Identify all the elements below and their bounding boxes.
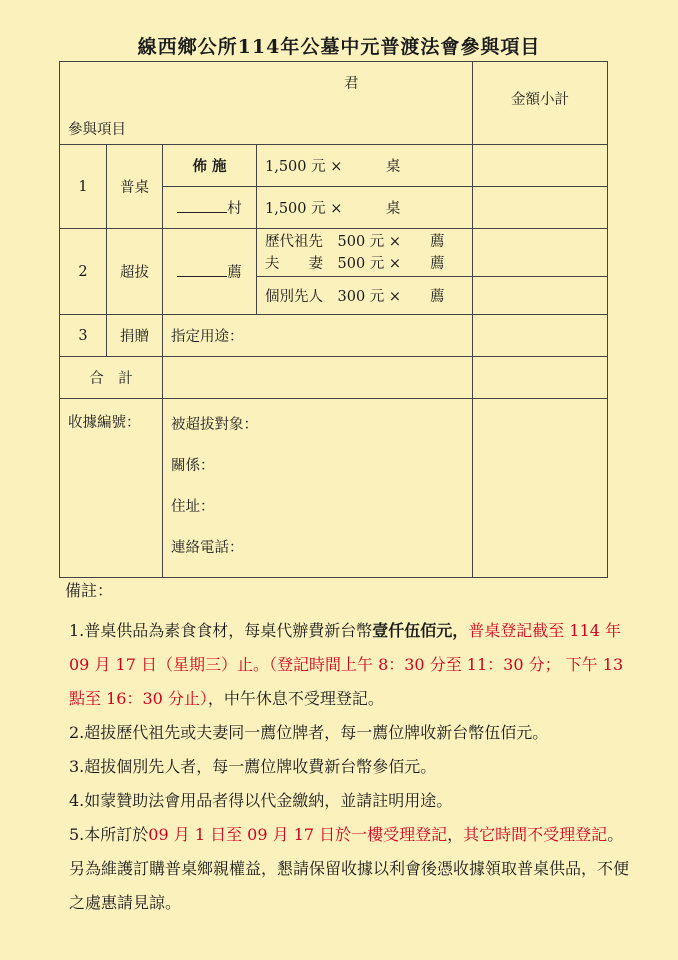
row1-sub1-amount[interactable]	[473, 145, 608, 187]
row1-sub2-amount[interactable]	[473, 187, 608, 229]
note-5a: 5.本所訂於	[69, 825, 149, 844]
relation-label: 關係：	[171, 458, 215, 474]
row3-name: 捐贈	[107, 315, 163, 357]
note-1a: 1.普桌供品為素食食材，每桌代辦費新台幣	[69, 621, 373, 640]
registration-table	[59, 61, 608, 578]
row2-amount-1[interactable]	[473, 229, 608, 277]
row3-number: 3	[60, 315, 107, 357]
village-blank[interactable]	[177, 198, 227, 213]
unit-blank[interactable]	[177, 262, 227, 277]
row1-sub2-price: 1,500 元 × 桌	[257, 187, 473, 229]
amount-header: 金額小計	[473, 62, 608, 145]
row2-number: 2	[60, 229, 107, 315]
address-label: 住址：	[171, 499, 215, 515]
row2-unit-cell[interactable]	[163, 229, 257, 315]
total-label: 合 計	[60, 357, 163, 399]
village-suffix: 村	[227, 201, 242, 217]
name-suffix: 君	[344, 76, 359, 92]
beneficiary-info[interactable]	[163, 399, 473, 578]
items-label: 參與項目	[68, 122, 126, 138]
row2-line2: 夫 妻 500 元 × 薦	[265, 255, 445, 272]
beneficiary-label: 被超拔對象：	[171, 417, 258, 433]
total-blank	[163, 357, 473, 399]
row1-number: 1	[60, 145, 107, 229]
info-blank	[473, 399, 608, 578]
row2-amount-2[interactable]	[473, 277, 608, 315]
note-1e: ，中午休息不受理登記。	[207, 689, 384, 708]
note-1d: （登記時間上午 8：30 分至 11：30 分； 下午 13 點至 16：30 分止）	[69, 655, 624, 708]
row1-village-cell[interactable]	[163, 187, 257, 229]
header-cell	[60, 62, 473, 145]
row2-name: 超拔	[107, 229, 163, 315]
note-1b: 壹仟伍佰元，	[372, 621, 469, 640]
row3-amount[interactable]	[473, 315, 608, 357]
row2-ancestors-spouse	[257, 229, 473, 277]
note-1c: 普桌登記截至 114 年 09 月 17 日（星期三）止。	[69, 621, 622, 674]
notes-heading: 備註：	[65, 581, 114, 600]
row1-sub1: 佈 施	[163, 145, 257, 187]
row2-line3: 個別先人 300 元 × 薦	[257, 277, 473, 315]
note-2: 2.超拔歷代祖先或夫妻同一薦位牌者，每一薦位牌收新台幣伍佰元。	[69, 723, 549, 742]
note-5d: 其它時間不受理登記	[463, 825, 608, 844]
page-title: 線西鄉公所114年公墓中元普渡法會參與項目	[137, 36, 541, 58]
note-5e: 。另為維護訂購普桌鄉親權益，懇請保留收據以利會後憑收據領取普桌供品，不便之處惠請見諒。	[69, 825, 630, 912]
note-5b: 09 月 1 日至 09 月 17 日於一樓受理登記	[148, 825, 448, 844]
total-amount[interactable]	[473, 357, 608, 399]
unit-suffix: 薦	[227, 265, 242, 281]
notes-section	[65, 574, 630, 920]
note-1	[69, 614, 629, 716]
row1-sub1-price: 1,500 元 × 桌	[257, 145, 473, 187]
row2-line1: 歷代祖先 500 元 × 薦	[265, 233, 445, 250]
receipt-number[interactable]: 收據編號：	[60, 399, 163, 578]
row3-purpose[interactable]: 指定用途：	[163, 315, 473, 357]
phone-label: 連絡電話：	[171, 540, 244, 556]
note-3: 3.超拔個別先人者，每一薦位牌收費新台幣參佰元。	[69, 757, 437, 776]
note-5c: ，	[447, 825, 464, 844]
note-4: 4.如蒙贊助法會用品者得以代金繳納，並請註明用途。	[69, 791, 453, 810]
note-5	[69, 818, 629, 920]
row1-name: 普桌	[107, 145, 163, 229]
